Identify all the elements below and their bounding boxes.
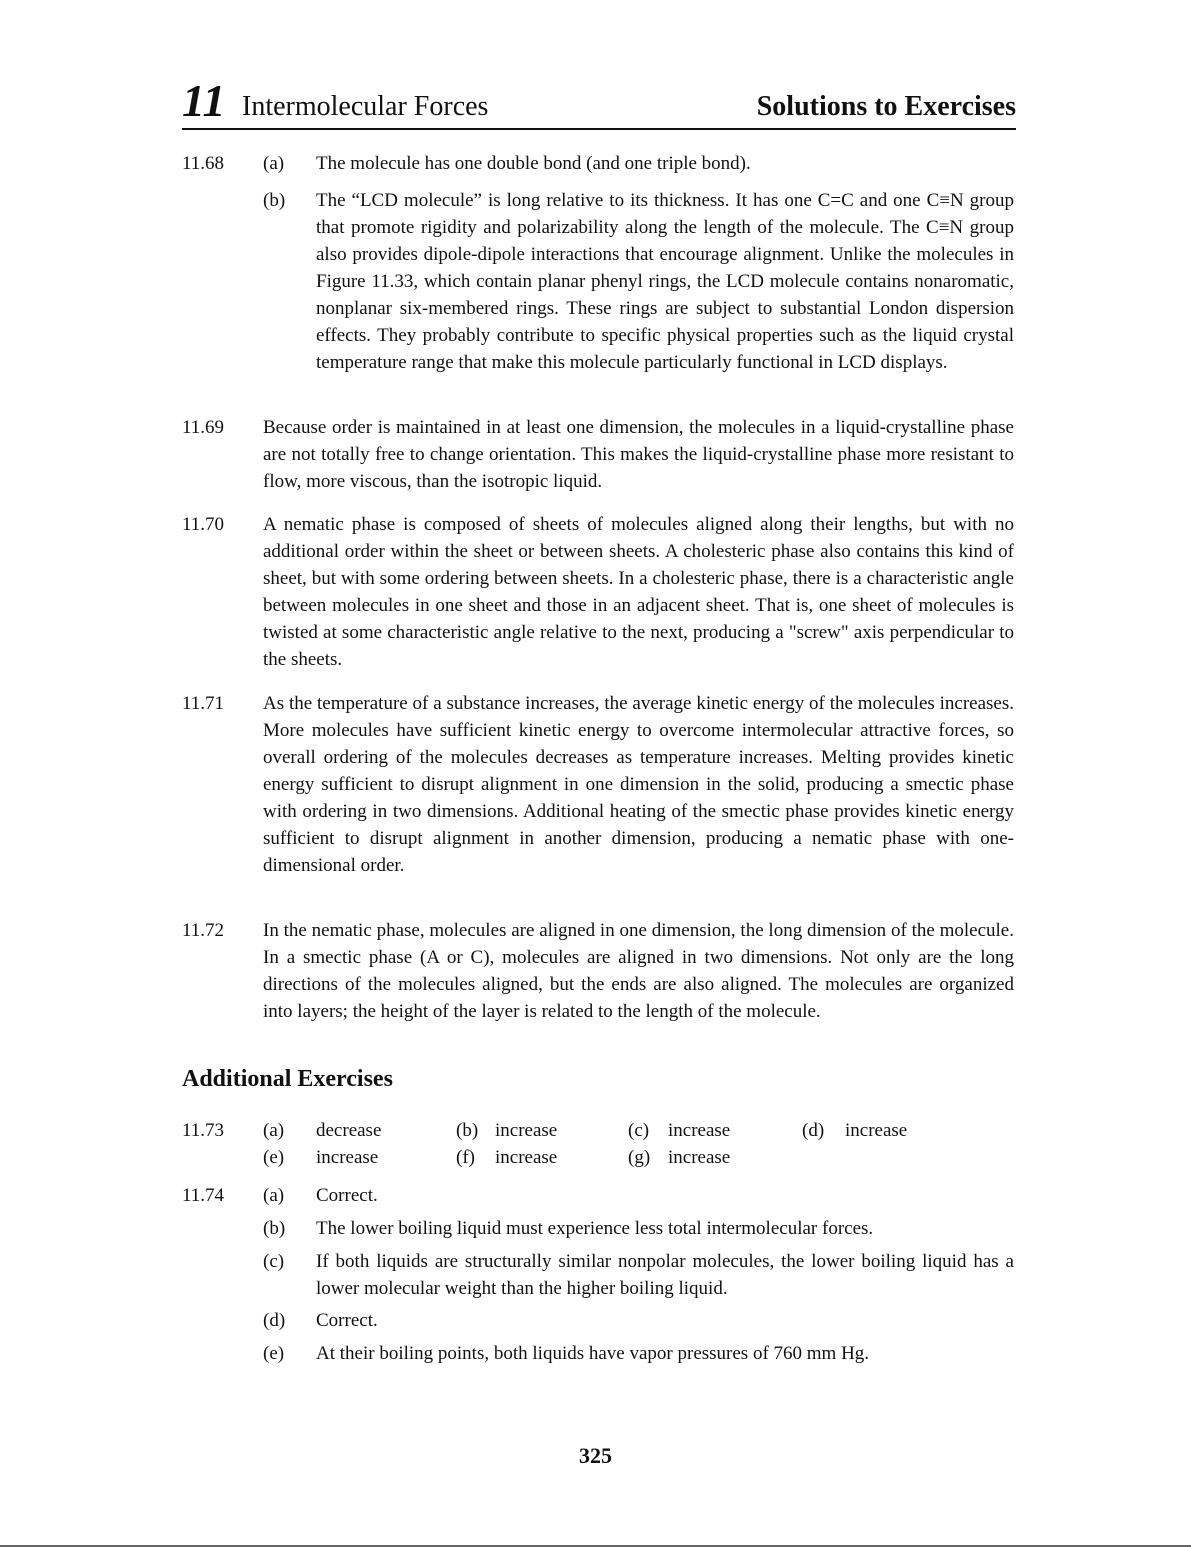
exercise-number: 11.71 <box>182 693 225 714</box>
part-text: The “LCD molecule” is long relative to its thickness. It has one C=C and one C≡N group that promote rigidity and polarizability along the length of the molecule. The C≡N group also provides dipole-dipole interactions that encourage alignment. Unlike the molecules in Figure 11.33, which contain planar phenyl rings, the LCD molecule contains nonaromatic, nonplanar six-membered rings. These rings are subject to substantial London dispersion effects. They probably contribute to specific physical properties such as the liquid crystal temperature range that make this molecule particularly functional in LCD displays. <box>316 190 1014 373</box>
answer-text: increase <box>845 1120 908 1141</box>
part-text: Correct. <box>316 1310 378 1331</box>
exercise-number: 11.73 <box>182 1120 225 1141</box>
answer-label: (f) <box>456 1147 475 1168</box>
part-label: (a) <box>263 153 285 174</box>
answer-label: (d) <box>802 1120 825 1141</box>
exercise-text: A nematic phase is composed of sheets of molecules aligned along their lengths, but with no additional order within the sheet or between sheets. A cholesteric phase also contains this kind of sheet, but with some ordering between sheets. In a cholesteric phase, there is a characteristic angle between molecules in one sheet and those in an adjacent sheet. That is, one sheet of molecules is twisted at some characteristic angle relative to the next, producing a "screw" axis perpendicular to the sheets. <box>263 514 1014 670</box>
page-header <box>182 75 1016 130</box>
part-text: The lower boiling liquid must experience less total intermolecular forces. <box>316 1218 874 1239</box>
exercise-number: 11.72 <box>182 920 225 941</box>
exercise-text: As the temperature of a substance increases, the average kinetic energy of the molecules increases. More molecules have sufficient kinetic energy to overcome intermolecular attractive forces, so overall ordering of the molecules decreases as temperature increases. Melting provides kinetic energy sufficient to disrupt alignment in one dimension in the solid, producing a smectic phase with ordering in two dimensions. Additional heating of the smectic phase provides kinetic energy sufficient to disrupt alignment in another dimension, producing a nematic phase with one-dimensional order. <box>263 693 1014 876</box>
exercise-number: 11.68 <box>182 153 225 174</box>
section-title: Solutions to Exercises <box>756 91 1016 122</box>
part-text: The molecule has one double bond (and one triple bond). <box>316 153 751 174</box>
part-label: (b) <box>263 1218 286 1239</box>
part-label: (d) <box>263 1310 286 1331</box>
exercise-number: 11.69 <box>182 417 225 438</box>
chapter-number: 11 <box>182 75 226 126</box>
part-text: At their boiling points, both liquids have vapor pressures of 760 mm Hg. <box>316 1343 870 1364</box>
part-label: (c) <box>263 1251 285 1272</box>
answer-text: increase <box>316 1147 379 1168</box>
exercise-number: 11.70 <box>182 514 225 535</box>
answer-text: increase <box>668 1120 731 1141</box>
part-label: (b) <box>263 190 286 211</box>
section-heading: Additional Exercises <box>182 1066 393 1092</box>
answer-text: increase <box>495 1147 558 1168</box>
chapter-title: Intermolecular Forces <box>242 91 489 122</box>
part-text: Correct. <box>316 1185 378 1206</box>
answer-text: increase <box>495 1120 558 1141</box>
answer-label: (c) <box>628 1120 650 1141</box>
part-text: If both liquids are structurally similar nonpolar molecules, the lower boiling liquid has a lower molecular weight than the higher boiling liquid. <box>316 1251 1014 1299</box>
answer-label: (b) <box>456 1120 479 1141</box>
exercise-text: In the nematic phase, molecules are aligned in one dimension, the long dimension of the molecule. In a smectic phase (A or C), molecules are aligned in two dimensions. Not only are the long directions of the molecules aligned, but the ends are also aligned. The molecules are organized into layers; the height of the layer is related to the length of the molecule. <box>263 920 1014 1022</box>
page-number: 325 <box>579 1443 612 1468</box>
answer-label: (e) <box>263 1147 285 1168</box>
answer-text: decrease <box>316 1120 382 1141</box>
answer-text: increase <box>668 1147 731 1168</box>
answer-label: (g) <box>628 1147 651 1168</box>
exercise-text: Because order is maintained in at least one dimension, the molecules in a liquid-crystalline phase are not totally free to change orientation. This makes the liquid-crystalline phase more resistant to flow, more viscous, than the isotropic liquid. <box>263 417 1014 492</box>
exercise-number: 11.74 <box>182 1185 225 1206</box>
part-label: (e) <box>263 1343 285 1364</box>
part-label: (a) <box>263 1185 285 1206</box>
answer-label: (a) <box>263 1120 285 1141</box>
